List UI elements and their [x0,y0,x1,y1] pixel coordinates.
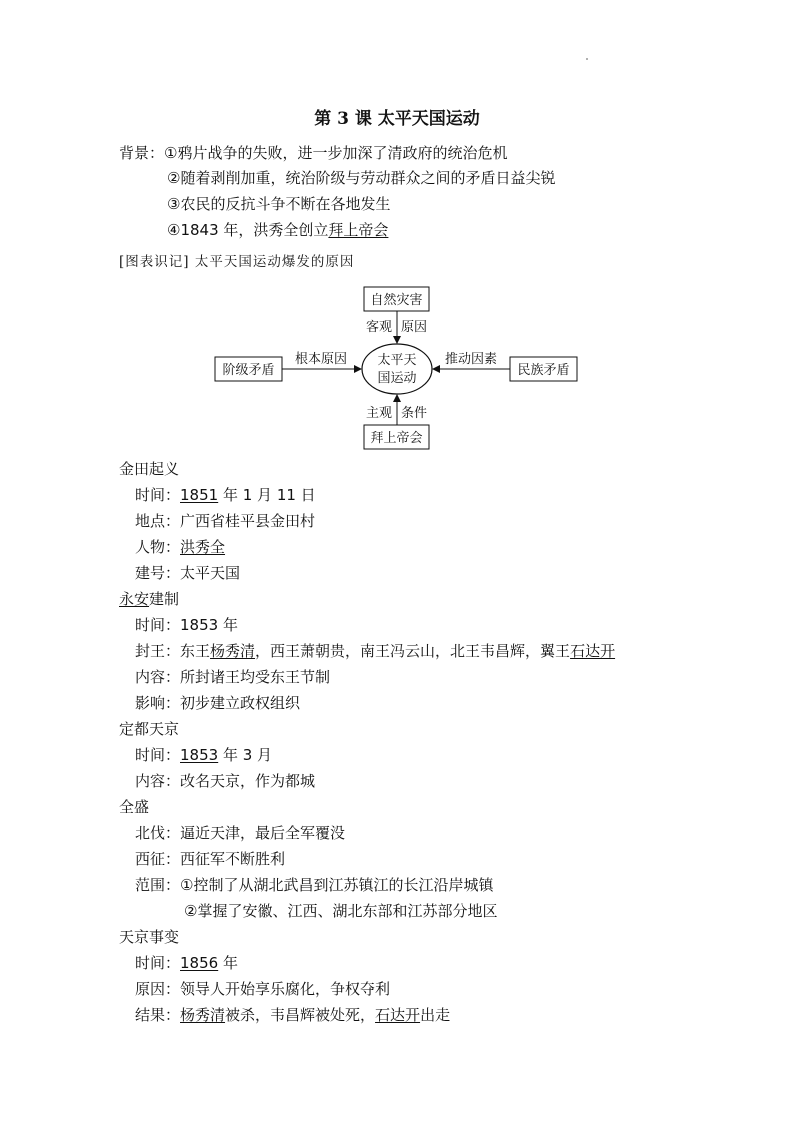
yongan-heading-underlined: 永安 [119,590,150,608]
center-text-1: 太平天 [377,353,417,368]
jintian-place [135,511,315,531]
yongan-kings [135,641,615,661]
top-box-text: 自然灾害 [370,293,423,308]
yongan-content-label: 内容： [135,668,181,686]
incident-result-c: 石达开 [375,1006,421,1024]
incident-result-b: 被杀，韦昌辉被处死， [225,1006,376,1024]
yongan-content [135,667,330,687]
left-box-text: 阶级矛盾 [222,363,275,378]
page-title: 第 3 课 太平天国运动 [314,109,480,129]
tianjing-content-value: 改名天京，作为都城 [180,772,316,790]
incident-time-rest: 年 [218,954,238,972]
peak-heading: 全盛 [119,798,150,816]
center-text-2: 国运动 [377,371,417,386]
yongan-time-label: 时间： [135,616,181,634]
top-label-right: 原因 [401,320,428,335]
top-label-left: 客观 [365,320,392,335]
peak-range-2: ②掌握了安徽、江西、湖北东部和江苏部分地区 [184,902,498,920]
incident-cause-value: 领导人开始享乐腐化，争权夺利 [180,980,391,998]
jintian-place-value: 广西省桂平县金田村 [180,512,316,530]
peak-west [135,849,285,869]
yongan-time-value: 1853 年 [180,616,238,634]
center-ellipse [362,344,432,394]
jintian-person-label: 人物： [135,538,181,556]
tianjing-time [135,745,272,765]
incident-heading: 天京事变 [119,928,180,946]
bottom-label-right: 条件 [401,406,428,421]
incident-result-label: 结果： [135,1006,181,1024]
jintian-heading: 金田起义 [119,460,180,478]
yongan-effect-label: 影响： [135,694,181,712]
incident-time-label: 时间： [135,954,181,972]
peak-range-label: 范围： [135,876,181,894]
tianjing-content [135,771,315,791]
right-box-text: 民族矛盾 [517,363,570,378]
diagram-caption: [图表识记] 太平天国运动爆发的原因 [119,254,355,270]
jintian-time-year: 1851 [180,486,219,504]
peak-range [135,875,493,895]
tianjing-time-label: 时间： [135,746,181,764]
background-item-4: ④1843 年，洪秀全创立 [167,221,329,239]
yongan-effect [135,693,300,713]
peak-north-value: 逼近天津，最后全军覆没 [180,824,346,842]
background-item-2: ②随着剥削加重，统治阶级与劳动群众之间的矛盾日益尖锐 [167,169,556,187]
incident-cause [135,979,390,999]
tianjing-time-year: 1853 [180,746,219,764]
yongan-kings-c: ，西王萧朝贵，南王冯云山，北王韦昌辉，翼王 [255,642,571,660]
jintian-title-label: 建号： [135,564,181,582]
tianjing-content-label: 内容： [135,772,181,790]
yongan-heading [119,589,179,609]
yongan-kings-b: 杨秀清 [210,642,256,660]
yongan-content-value: 所封诸王均受东王节制 [180,668,331,686]
yongan-kings-label: 封王： [135,642,181,660]
incident-result-d: 出走 [420,1006,451,1024]
jintian-time-label: 时间： [135,486,181,504]
tianjing-time-rest: 年 3 月 [218,746,273,764]
bottom-box-text: 拜上帝会 [370,431,423,446]
jintian-time [135,485,316,505]
incident-time [135,953,238,973]
jintian-title [135,563,240,583]
incident-result-a: 杨秀清 [180,1006,226,1024]
incident-result [135,1005,450,1025]
left-label: 根本原因 [294,352,348,367]
incident-cause-label: 原因： [135,980,181,998]
yongan-kings-a: 东王 [180,642,211,660]
peak-west-label: 西征： [135,850,181,868]
background-item-1: ①鸦片战争的失败，进一步加深了清政府的统治危机 [164,144,508,162]
tianjing-heading: 定都天京 [119,720,180,738]
yongan-heading-rest: 建制 [149,590,180,608]
peak-north [135,823,345,843]
right-label: 推动因素 [444,352,498,367]
bottom-label-left: 主观 [365,406,392,421]
peak-west-value: 西征军不断胜利 [180,850,286,868]
jintian-title-value: 太平天国 [180,564,241,582]
peak-range-line-2 [184,901,497,921]
peak-north-label: 北伐： [135,824,181,842]
jintian-person [135,537,225,557]
jintian-time-rest: 年 1 月 11 日 [218,486,316,504]
incident-time-year: 1856 [180,954,219,972]
yongan-kings-d: 石达开 [570,642,616,660]
jintian-place-label: 地点： [135,512,181,530]
yongan-effect-value: 初步建立政权组织 [180,694,301,712]
background-item-4-underlined: 拜上帝会 [328,221,389,239]
peak-range-1: ①控制了从湖北武昌到江苏镇江的长江沿岸城镇 [180,876,494,894]
jintian-person-value: 洪秀全 [180,538,226,556]
background-label: 背景： [119,144,165,162]
background-item-3: ③农民的反抗斗争不断在各地发生 [167,195,391,213]
yongan-time [135,615,238,635]
